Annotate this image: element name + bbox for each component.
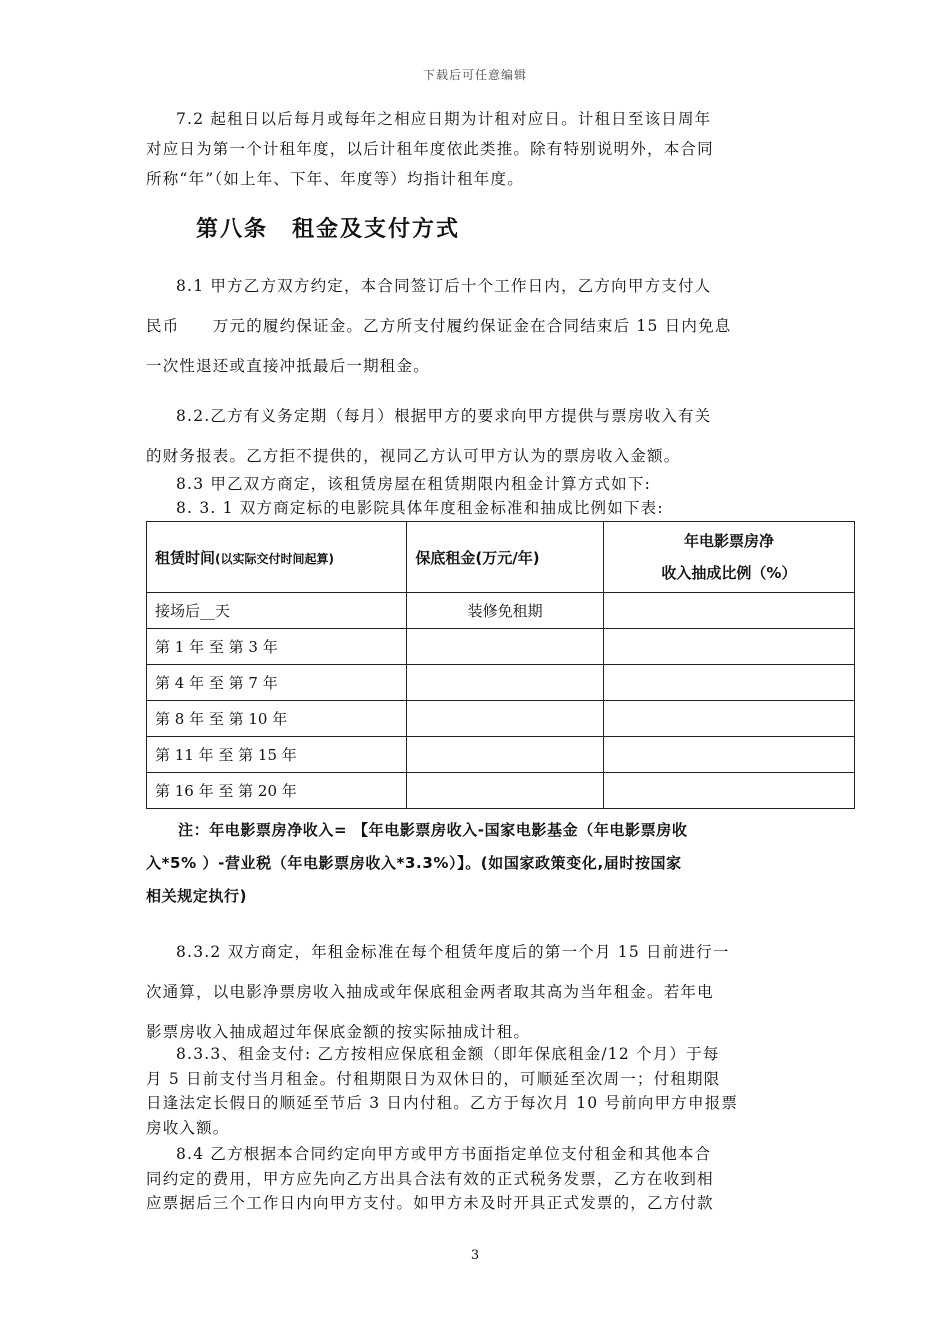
table-note bbox=[146, 814, 810, 913]
note-line: 入*5% ）-营业税（年电影票房收入*3.3%）】。(如国家政策变化,届时按国家 bbox=[146, 854, 682, 872]
cell-ratio bbox=[603, 593, 854, 629]
rent-table bbox=[146, 521, 855, 809]
paragraph-line: 的财务报表。乙方拒不提供的，视同乙方认可甲方认为的票房收入金额。 bbox=[146, 447, 681, 465]
article-heading: 第八条 租金及支付方式 bbox=[196, 217, 461, 242]
header-period bbox=[147, 522, 407, 593]
cell-period: 第 8 年 至 第 10 年 bbox=[147, 701, 407, 737]
table-row bbox=[147, 737, 855, 773]
paragraph-line: 对应日为第一个计租年度，以后计租年度依此类推。除有特别说明外，本合同 bbox=[146, 140, 714, 158]
paragraph-line: 所称“年”（如上年、下年、年度等）均指计租年度。 bbox=[146, 170, 524, 188]
cell-rent bbox=[407, 629, 603, 665]
header-base-rent: 保底租金(万元/年) bbox=[407, 522, 603, 593]
paragraph-line: 8.3.2 双方商定，年租金标准在每个租赁年度后的第一个月 15 日前进行一 bbox=[176, 943, 730, 961]
cell-period: 接场后__天 bbox=[147, 593, 407, 629]
cell-ratio bbox=[603, 773, 854, 809]
cell-rent bbox=[407, 701, 603, 737]
cell-period: 第 11 年 至 第 15 年 bbox=[147, 737, 407, 773]
paragraph-8-4 bbox=[146, 1142, 806, 1216]
paragraph-line: 次通算，以电影净票房收入抽成或年保底租金两者取其高为当年租金。若年电 bbox=[146, 983, 714, 1001]
paragraph-8-3-2 bbox=[146, 932, 806, 1052]
paragraph-line: 8.4 乙方根据本合同约定向甲方或甲方书面指定单位支付租金和其他本合 bbox=[176, 1145, 712, 1163]
paragraph-line: 日逢法定长假日的顺延至节后 3 日内付租。乙方于每次月 10 号前向甲方申报票 bbox=[146, 1094, 739, 1112]
table-row bbox=[147, 665, 855, 701]
cell-ratio bbox=[603, 737, 854, 773]
paragraph-line: 8.1 甲方乙方双方约定，本合同签订后十个工作日内，乙方向甲方支付人 bbox=[176, 277, 712, 295]
table-row bbox=[147, 629, 855, 665]
paragraph-line: 月 5 日前支付当月租金。付租期限日为双休日的，可顺延至次周一；付租期限 bbox=[146, 1069, 721, 1088]
paragraph-8-1 bbox=[146, 266, 806, 386]
paragraph-line: 7.2 起租日以后每月或每年之相应日期为计租对应日。计租日至该日周年 bbox=[176, 110, 712, 128]
header-note: 下载后可任意编辑 bbox=[422, 68, 527, 82]
header-period-sub: (以实际交付时间起算) bbox=[215, 551, 334, 566]
paragraph-7-2 bbox=[146, 104, 806, 194]
cell-period: 第 16 年 至 第 20 年 bbox=[147, 773, 407, 809]
table-row bbox=[147, 701, 855, 737]
note-line: 注：年电影票房净收入= 【年电影票房收入-国家电影基金（年电影票房收 bbox=[178, 821, 688, 839]
table-row bbox=[147, 593, 855, 629]
paragraph-line: 8.3 甲乙双方商定，该租赁房屋在租赁期限内租金计算方式如下: bbox=[176, 475, 652, 493]
paragraph-8-3 bbox=[146, 472, 806, 520]
paragraph-line: 8.2.乙方有义务定期（每月）根据甲方的要求向甲方提供与票房收入有关 bbox=[176, 407, 712, 425]
header-period-label: 租赁时间 bbox=[155, 548, 216, 567]
paragraph-line: 民币 万元的履约保证金。乙方所支付履约保证金在合同结束后 15 日内免息 bbox=[146, 317, 732, 335]
note-line: 相关规定执行) bbox=[146, 887, 248, 905]
header-ratio bbox=[603, 522, 854, 593]
paragraph-line: 同约定的费用，甲方应先向乙方出具合法有效的正式税务发票，乙方在收到相 bbox=[146, 1169, 714, 1188]
paragraph-line: 8.3.3、租金支付: 乙方按相应保底租金额（即年保底租金/12 个月）于每 bbox=[176, 1045, 720, 1063]
cell-rent: 装修免租期 bbox=[407, 593, 603, 629]
paragraph-8-2 bbox=[146, 396, 806, 476]
cell-rent bbox=[407, 773, 603, 809]
table-header-row bbox=[147, 522, 855, 593]
header-ratio-line1: 年电影票房净 bbox=[683, 532, 774, 550]
page-number: 3 bbox=[470, 1248, 480, 1263]
paragraph-line: 应票据后三个工作日内向甲方支付。如甲方未及时开具正式发票的，乙方付款 bbox=[146, 1194, 714, 1212]
cell-ratio bbox=[603, 665, 854, 701]
cell-rent bbox=[407, 665, 603, 701]
cell-ratio bbox=[603, 701, 854, 737]
paragraph-line: 8. 3. 1 双方商定标的电影院具体年度租金标准和抽成比例如下表: bbox=[176, 499, 664, 517]
paragraph-line: 房收入额。 bbox=[146, 1118, 230, 1137]
paragraph-8-3-3 bbox=[146, 1042, 806, 1140]
cell-period: 第 4 年 至 第 7 年 bbox=[147, 665, 407, 701]
cell-ratio bbox=[603, 629, 854, 665]
header-ratio-line2: 收入抽成比例（%） bbox=[661, 564, 797, 582]
table-row bbox=[147, 773, 855, 809]
paragraph-line: 影票房收入抽成超过年保底金额的按实际抽成计租。 bbox=[146, 1023, 531, 1041]
cell-period: 第 1 年 至 第 3 年 bbox=[147, 629, 407, 665]
paragraph-line: 一次性退还或直接冲抵最后一期租金。 bbox=[146, 357, 430, 375]
cell-rent bbox=[407, 737, 603, 773]
